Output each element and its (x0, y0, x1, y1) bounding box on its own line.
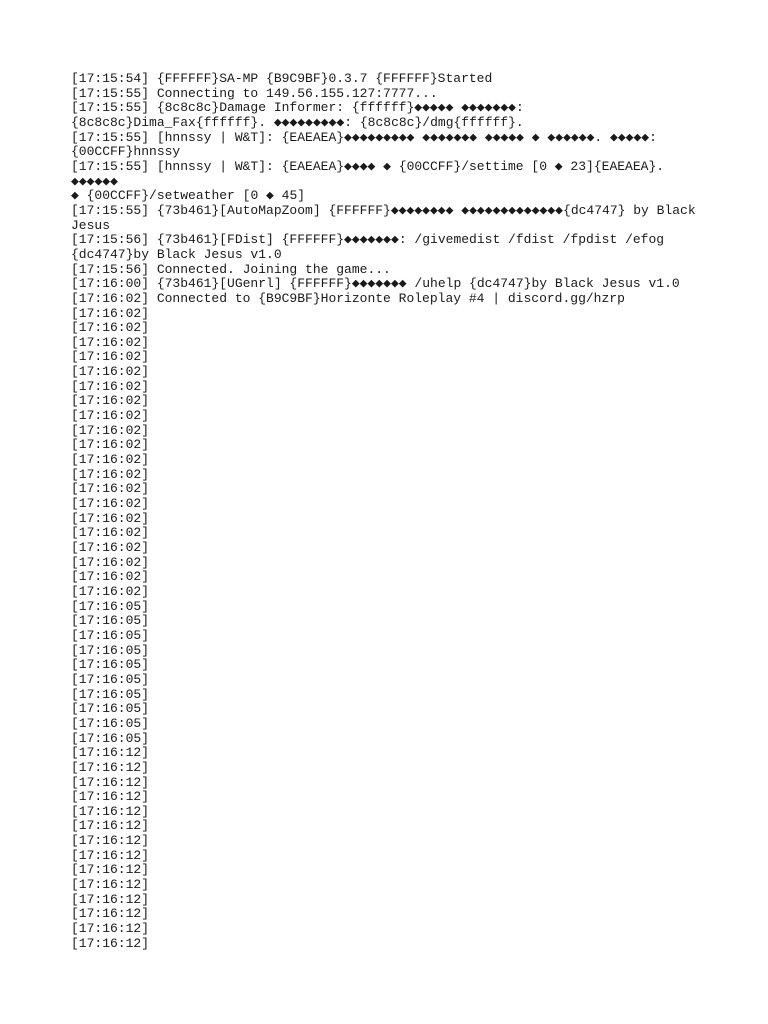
log-line: [17:16:02] (71, 525, 150, 541)
log-line: [17:16:02] (71, 378, 150, 394)
log-line: [17:16:02] (71, 334, 150, 350)
log-line: [17:16:05] (71, 701, 150, 717)
log-line: [17:16:02] (71, 349, 150, 365)
log-line: [17:16:02] (71, 320, 150, 336)
log-line: [17:16:05] (71, 598, 150, 614)
log-line: [17:16:02] Connected to {B9C9BF}Horizonte Roleplay #4 | discord.gg/hzrp (71, 290, 625, 306)
log-line: [17:16:12] (71, 891, 150, 907)
log-line: [17:16:02] (71, 481, 150, 497)
log-line: [17:16:05] (71, 613, 150, 629)
log-line: [17:16:02] (71, 496, 150, 512)
log-line: [17:16:05] (71, 715, 150, 731)
log-line: [17:16:02] (71, 540, 150, 555)
log-line: [17:16:02] (71, 408, 150, 424)
log-line: [17:16:05] (71, 686, 150, 702)
log-line: [17:16:12] (71, 906, 150, 922)
log-line: [17:16:12] (71, 847, 150, 863)
log-line: [17:16:12] (71, 745, 150, 761)
log-line: [17:16:05] (71, 642, 150, 658)
log-line: [17:16:02] (71, 583, 150, 599)
log-line: [17:16:02] (71, 466, 150, 482)
log-line: [17:16:12] (71, 935, 150, 951)
log-line: [17:16:12] (71, 789, 150, 805)
log-line: [17:16:02] (71, 305, 150, 321)
log-line: [17:16:02] (71, 554, 150, 570)
log-line: [17:16:02] (71, 569, 150, 585)
log-line: [17:16:12] (71, 833, 150, 849)
log-line: [17:16:05] (71, 671, 150, 687)
log-line: [17:16:02] (71, 510, 150, 526)
log-line: [17:15:56] {73b461}[FDist] {FFFFFF}◆◆◆◆◆◆◆: /givemedist /fdist /fpdist /efog {dc4747}by Black Jesus v1.0 (71, 232, 665, 262)
log-line: [17:16:02] (71, 452, 150, 468)
log-line: [17:16:00] {73b461}[UGenrl] {FFFFFF}◆◆◆◆◆◆◆ /uhelp {dc4747}by Black Jesus v1.0 (71, 276, 680, 292)
log-line: [17:16:12] (71, 862, 150, 878)
log-line: [17:16:12] (71, 921, 150, 937)
log-line: [17:16:05] (71, 627, 150, 643)
chat-log-document (71, 72, 711, 951)
log-line: [17:16:12] (71, 818, 150, 834)
log-line: [17:16:05] (71, 730, 150, 746)
log-line: [17:15:55] {73b461}[AutoMapZoom] {FFFFFF}◆◆◆◆◆◆◆◆ ◆◆◆◆◆◆◆◆◆◆◆◆◆{dc4747} by Black Jesus (71, 202, 696, 233)
log-line: [17:16:02] (71, 364, 150, 380)
log-line: [17:16:02] (71, 422, 150, 438)
log-line: [17:16:02] (71, 437, 150, 453)
log-line: [17:16:12] (71, 759, 150, 775)
log-line: [17:16:12] (71, 803, 150, 819)
log-line: [17:15:55] {8c8c8c}Damage Informer: {ffffff}◆◆◆◆◆ ◆◆◆◆◆◆◆: {8c8c8c}Dima_Fax{ffffff}. ◆◆◆◆◆◆◆◆◆: {8c8c8c}/dmg{ffffff}. (71, 100, 524, 130)
log-line: [17:16:02] (71, 393, 150, 409)
log-line: [17:16:12] (71, 774, 150, 790)
log-line: [17:15:55] Connecting to 149.56.155.127:7777... (71, 85, 438, 101)
log-line: [17:15:55] [hnnssy | W&T]: {EAEAEA}◆◆◆◆◆◆◆◆◆ ◆◆◆◆◆◆◆ ◆◆◆◆◆ ◆ ◆◆◆◆◆◆. ◆◆◆◆◆: {00CCFF}hnnssy (71, 129, 657, 160)
log-line: [17:15:54] {FFFFFF}SA-MP {B9C9BF}0.3.7 {FFFFFF}Started (71, 71, 493, 86)
log-line: [17:15:55] [hnnssy | W&T]: {EAEAEA}◆◆◆◆ ◆ {00CCFF}/settime [0 ◆ 23]{EAEAEA}. ◆◆◆◆◆◆ ◆ {00CCFF}/setweather [0 ◆ 45] (71, 158, 665, 204)
log-line: [17:16:12] (71, 877, 150, 893)
log-line: [17:15:56] Connected. Joining the game... (71, 261, 391, 277)
log-line: [17:16:05] (71, 657, 150, 673)
